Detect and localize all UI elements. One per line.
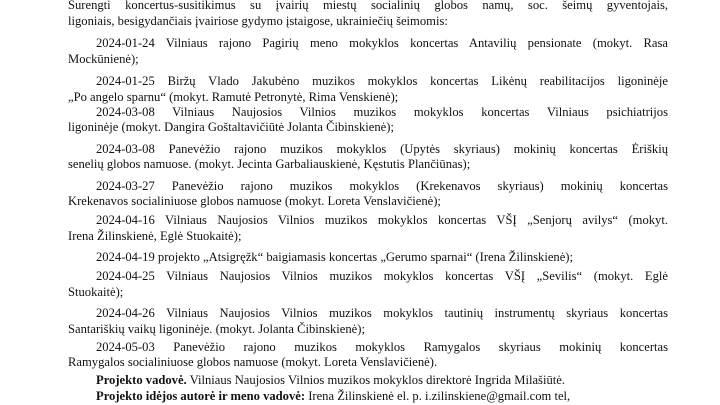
event-3-line-1: 2024-03-08 Vilniaus Naujosios Vilnios muzikos mokyklos koncertas Vilniaus psichiatrijos [96,105,668,119]
project-lead-text: Vilniaus Naujosios Vilnios muzikos mokyklos direktorė Ingrida Milašiūtė. [186,373,565,387]
intro-line-2: ligoniais, besigydančiais įvairiose gydymo įstaigose, ukrainiečių šeimomis: [68,14,448,28]
event-10-line-1: 2024-05-03 Panevėžio rajono muzikos mokyklos Ramygalos skyriaus mokinių koncertas [96,340,668,354]
event-5-line-1: 2024-03-27 Panevėžio rajono muzikos mokyklos (Krekenavos skyriaus) mokinių koncertas [96,179,668,193]
event-5-line-2: Krekenavos socialiniuose globos namuose (mokyt. Loreta Venslavičienė); [68,194,441,208]
event-1-line-1: 2024-01-24 Vilniaus rajono Pagirių meno mokyklos koncertas Antavilių pensionate (mokyt. Rasa [96,36,668,50]
project-lead-label: Projekto vadovė. [96,373,187,387]
event-4-line-2: senelių globos namuose. (mokyt. Jecinta Garbaliauskienė, Kęstutis Plančiūnas); [68,157,471,171]
event-7-line-1: 2024-04-19 projekto „Atsigręžk“ baigiamasis koncertas „Gerumo sparnai“ (Irena Žilinskienė); [96,250,573,264]
event-3-line-2: ligoninėje (mokyt. Dangira Goštaltavičiūtė Jolanta Čibinskienė); [68,120,394,134]
event-8-line-2: Stuokaitė); [68,285,124,299]
event-2-line-2: „Po angelo sparnu“ (mokyt. Ramutė Petronytė, Rima Venskienė); [68,90,399,104]
intro-line-1: Surengti koncertus-susitikimus su įvairių miestų socialinių globos namų, soc. šeimų gyventojais, [68,0,668,12]
event-1-line-2: Mockūnienė); [68,52,139,66]
event-2-line-1: 2024-01-25 Biržų Vlado Jakubėno muzikos mokyklos koncertas Likėnų reabilitacijos ligoninėje [96,74,668,88]
event-8-line-1: 2024-04-25 Vilniaus Naujosios Vilnios muzikos mokyklos koncertas VŠĮ „Sevilis“ (mokyt. Eglė [96,269,668,283]
event-10-line-2: Ramygalos socialiniuose globos namuose (mokyt. Loreta Venslavičienė). [68,355,438,369]
event-4-line-1: 2024-03-08 Panevėžio rajono muzikos mokyklos (Upytės skyriaus) mokinių koncertas Ėriškių [96,142,668,156]
idea-author [96,389,668,404]
event-9-line-2: Santariškių vaikų ligoninėje. (mokyt. Jolanta Čibinskienė); [68,322,365,336]
idea-author-label: Projekto idėjos autorė ir meno vadovė: [96,389,306,403]
event-6-line-1: 2024-04-16 Vilniaus Naujosios Vilnios muzikos mokyklos koncertas VŠĮ „Senjorų avilys“ (mokyt. [96,213,668,227]
event-9-line-1: 2024-04-26 Vilniaus Naujosios Vilnios muzikos mokyklos tautinių instrumentų skyriaus koncertas [96,306,668,320]
event-6-line-2: Irena Žilinskienė, Eglė Stuokaitė); [68,229,242,243]
idea-author-text: Irena Žilinskienė el. p. i.zilinskiene@gmail.com tel, [305,389,571,403]
project-lead [96,373,668,388]
